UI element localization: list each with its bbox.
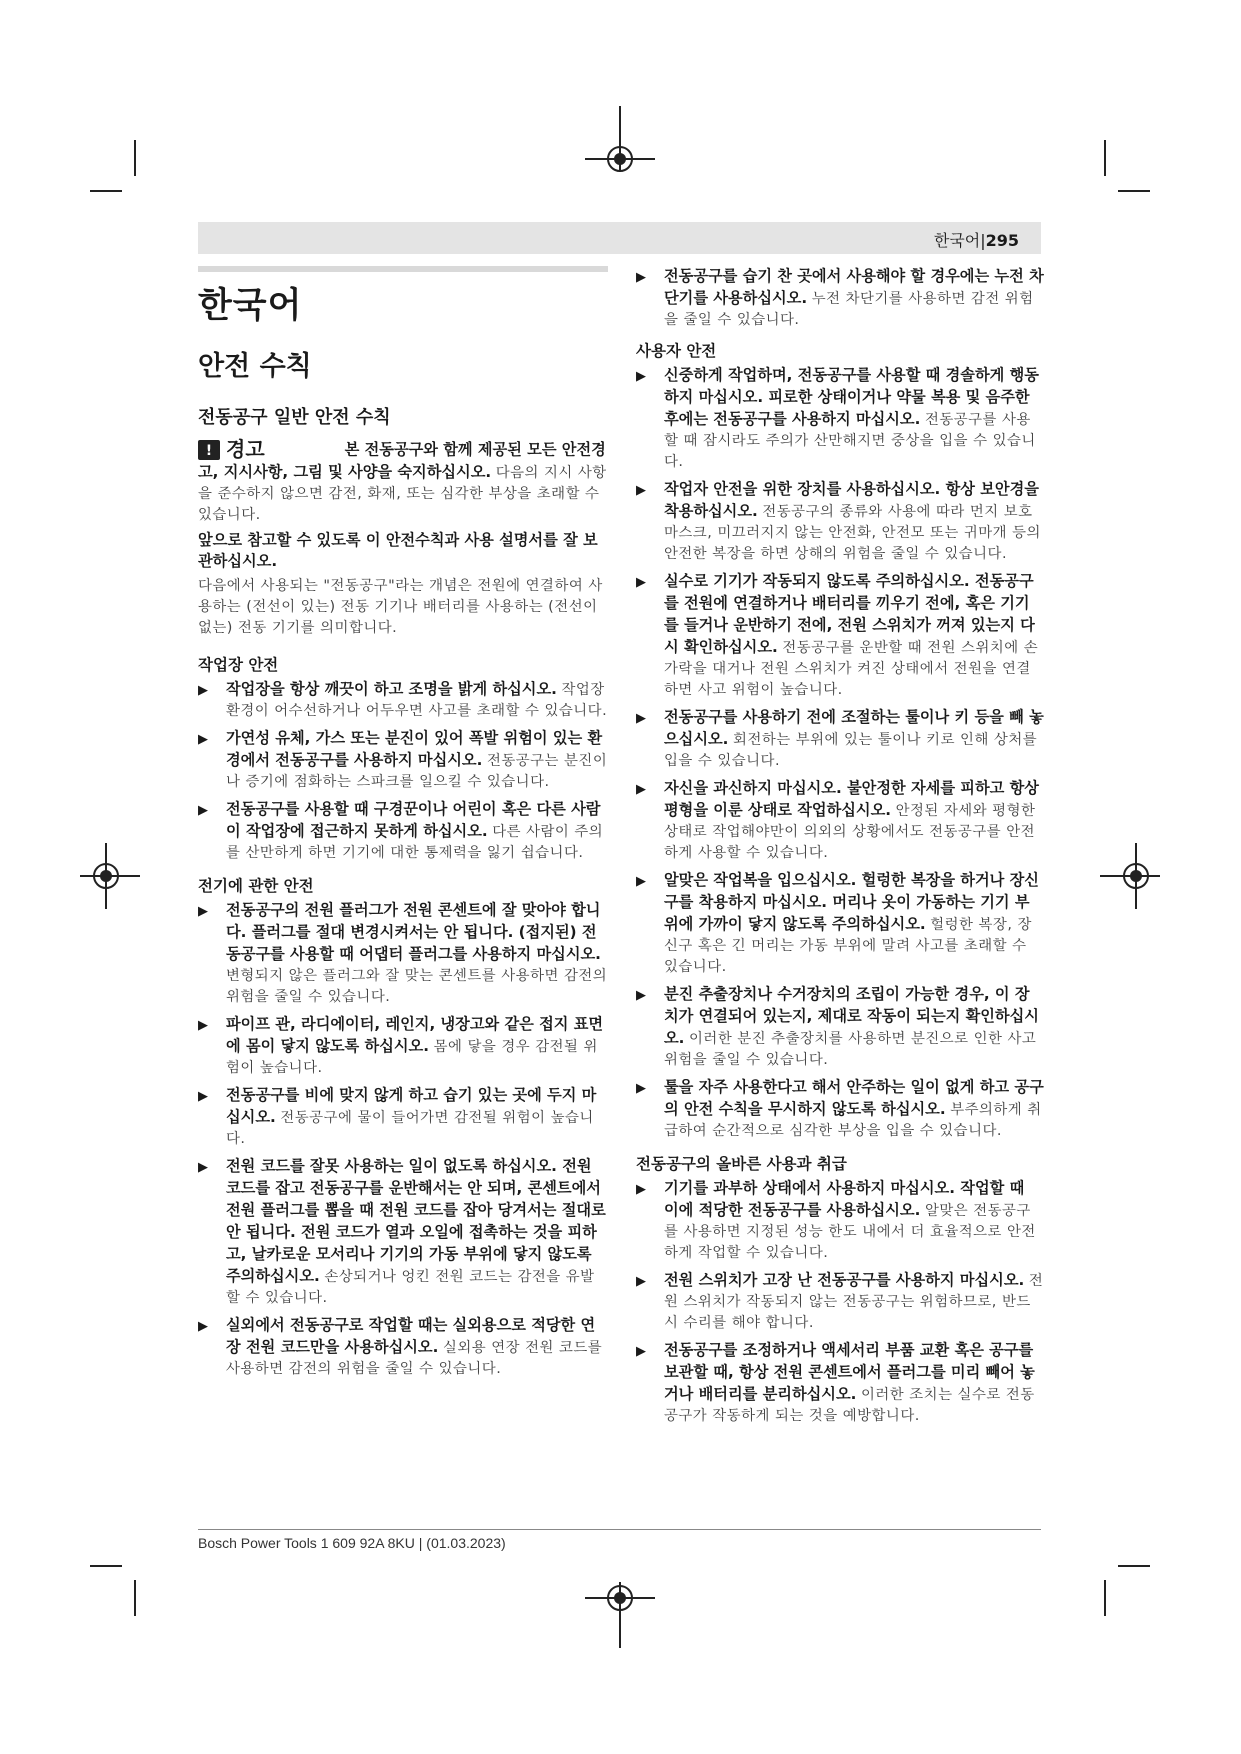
list-item — [198, 1085, 608, 1150]
item-normal-text: 몸에 닿을 경우 감전될 위험이 높습니다. — [226, 1038, 598, 1076]
bullet-icon: ▶ — [636, 1274, 646, 1289]
item-bold-text: 전원 스위치가 고장 난 전동공구를 사용하지 마십시오. — [664, 1271, 1025, 1289]
list-item — [198, 679, 608, 722]
warning-bold-text: 본 전동공구와 함께 제공된 모든 안전경고, 지시사항, 그림 및 사양을 숙지하십시오. — [198, 440, 606, 481]
item-bold-text: 작업자 안전을 위한 장치를 사용하십시오. 항상 보안경을 착용하십시오. — [664, 480, 1039, 520]
item-bold-text: 전동공구의 전원 플러그가 전원 콘센트에 잘 맞아야 합니다. 플러그를 절대 변경시켜서는 안 됩니다. (접지된) 전동공구를 사용할 때 어댑터 플러그를 사용하지 마십시오. — [226, 900, 601, 963]
item-normal-text: 실외용 연장 전원 코드를 사용하면 감전의 위험을 줄일 수 있습니다. — [226, 1339, 603, 1377]
bullet-icon: ▶ — [198, 1159, 208, 1175]
item-bold-text: 신중하게 작업하며, 전동공구를 사용할 때 경솔하게 행동하지 마십시오. 피로한 상태이거나 약물 복용 및 음주한 후에는 전동공구를 사용하지 마십시오. — [664, 366, 1039, 428]
bullet-icon: ▶ — [636, 988, 646, 1003]
item-normal-text: 이러한 분진 추출장치를 사용하면 분진으로 인한 사고 위험을 줄일 수 있습니다. — [664, 1031, 1037, 1068]
bullet-icon: ▶ — [636, 874, 646, 889]
crop-mark — [1104, 140, 1106, 176]
list-item — [636, 707, 1044, 772]
header-separator: | — [980, 231, 986, 250]
crop-mark — [1118, 190, 1150, 192]
item-bold-text: 전동공구를 사용하기 전에 조절하는 툴이나 키 등을 빼 놓으십시오. — [664, 708, 1044, 748]
list-item — [198, 799, 608, 864]
language-label: 한국어 — [933, 231, 981, 250]
bullet-icon: ▶ — [636, 483, 646, 498]
bullet-icon: ▶ — [198, 1088, 208, 1104]
item-normal-text: 회전하는 부위에 있는 툴이나 키로 인해 상처를 입을 수 있습니다. — [664, 732, 1038, 769]
crop-mark — [90, 190, 122, 192]
registration-mark-right — [1123, 863, 1149, 889]
item-bold-text: 작업장을 항상 깨끗이 하고 조명을 밝게 하십시오. — [226, 679, 557, 698]
list-item — [198, 900, 608, 1008]
list-item — [198, 1156, 608, 1309]
item-bold-text: 기기를 과부하 상태에서 사용하지 마십시오. 작업할 때 이에 적당한 전동공구를 사용하십시오. — [664, 1179, 1025, 1219]
language-title: 한국어 — [198, 286, 303, 326]
bullet-icon: ▶ — [636, 1344, 646, 1359]
section-list — [636, 1178, 1044, 1427]
warning-normal-text: 다음의 지시 사항을 준수하지 않으면 감전, 화재, 또는 심각한 부상을 초래할 수 있습니다. — [198, 464, 607, 523]
registration-mark-bottom — [607, 1585, 633, 1611]
list-item — [636, 266, 1044, 331]
item-normal-text: 알맞은 전동공구를 사용하면 지정된 성능 한도 내에서 더 효율적으로 안전하게 작업할 수 있습니다. — [664, 1203, 1036, 1261]
crop-mark — [134, 140, 136, 176]
item-bold-text: 전원 코드를 잘못 사용하는 일이 없도록 하십시오. 전원 코드를 잡고 전동공구를 운반해서는 안 되며, 콘센트에서 전원 플러그를 뽑을 때 전원 코드를 잡아 당겨서는 절대로 안 됩니다. 전원 코드가 열과 오일에 접촉하는 것을 피하고, 날카로운 모서리나 기기의 가동 부위에 닿지 않도록 주의하십시오. — [226, 1156, 606, 1285]
item-bold-text: 분진 추출장치나 수거장치의 조립이 가능한 경우, 이 장치가 연결되어 있는지, 제대로 작동이 되는지 확인하십시오. — [664, 985, 1039, 1047]
bullet-icon: ▶ — [636, 270, 646, 285]
footer-rule — [198, 1529, 1041, 1530]
crop-mark — [1104, 1580, 1106, 1616]
section-rule — [198, 266, 608, 272]
item-normal-text: 전동공구에 물이 들어가면 감전될 위험이 높습니다. — [226, 1109, 594, 1147]
keep-instructions: 앞으로 참고할 수 있도록 이 안전수칙과 사용 설명서를 잘 보관하십시오. — [198, 530, 598, 570]
bullet-icon: ▶ — [636, 711, 646, 726]
item-bold-text: 실외에서 전동공구로 작업할 때는 실외용으로 적당한 연장 전원 코드만을 사용하십시오. — [226, 1315, 596, 1356]
bullet-icon: ▶ — [198, 682, 208, 698]
list-item — [636, 984, 1044, 1071]
list-item — [636, 571, 1044, 701]
item-normal-text: 손상되거나 엉킨 전원 코드는 감전을 유발할 수 있습니다. — [226, 1268, 595, 1306]
warning-label: ! 경고 — [198, 439, 265, 460]
bullet-icon: ▶ — [636, 782, 646, 797]
crop-mark — [134, 1580, 136, 1616]
bullet-icon: ▶ — [636, 1182, 646, 1197]
list-item — [198, 728, 608, 793]
list-item — [636, 778, 1044, 864]
item-normal-text: 작업장 환경이 어수선하거나 어두우면 사고를 초래할 수 있습니다. — [226, 681, 608, 719]
item-bold-text: 전동공구를 습기 찬 곳에서 사용해야 할 경우에는 누전 차단기를 사용하십시오. — [664, 267, 1044, 307]
left-column — [198, 266, 608, 1386]
item-normal-text: 변형되지 않은 플러그와 잘 맞는 콘센트를 사용하면 감전의 위험을 줄일 수 있습니다. — [226, 967, 608, 1005]
section-title: 전기에 관한 안전 — [198, 876, 314, 895]
crop-mark — [1118, 1565, 1150, 1567]
page-number: 295 — [985, 231, 1019, 250]
page-header — [198, 222, 1041, 254]
item-normal-text: 전동공구는 분진이나 증기에 점화하는 스파크를 일으킬 수 있습니다. — [226, 752, 608, 790]
bullet-icon: ▶ — [198, 903, 208, 919]
list-item — [636, 1077, 1044, 1142]
list-item — [636, 870, 1044, 978]
item-normal-text: 전동공구를 운반할 때 전원 스위치에 손가락을 대거나 전원 스위치가 켜진 상태에서 전원을 연결하면 사고 위험이 높습니다. — [664, 640, 1039, 698]
list-item — [198, 1315, 608, 1380]
section-list — [198, 679, 608, 864]
warning-icon: ! — [198, 440, 220, 460]
list-item — [198, 1014, 608, 1079]
item-bold-text: 가연성 유체, 가스 또는 분진이 있어 폭발 위험이 있는 환경에서 전동공구를 사용하지 마십시오. — [226, 728, 603, 769]
list-item — [636, 1178, 1044, 1264]
item-bold-text: 파이프 관, 라디에이터, 레인지, 냉장고와 같은 접지 표면에 몸이 닿지 않도록 하십시오. — [226, 1014, 604, 1055]
section-list — [636, 365, 1044, 1142]
item-normal-text: 전동공구의 종류와 사용에 따라 먼지 보호 마스크, 미끄러지지 않는 안전화, 안전모 또는 귀마개 등의 안전한 복장을 하면 상해의 위험을 줄일 수 있습니다. — [664, 504, 1041, 562]
section-list — [198, 900, 608, 1380]
item-normal-text: 이러한 조치는 실수로 전동공구가 작동하게 되는 것을 예방합니다. — [664, 1387, 1035, 1424]
item-normal-text: 다른 사람이 주의를 산만하게 하면 기기에 대한 통제력을 잃기 쉽습니다. — [226, 823, 604, 861]
list-item — [636, 479, 1044, 565]
section-title: 전동공구의 올바른 사용과 취급 — [636, 1155, 847, 1173]
definition-text: 다음에서 사용되는 "전동공구"라는 개념은 전원에 연결하여 사용하는 (전선이 있는) 전동 기기나 배터리를 사용하는 (전선이 없는) 전동 기기를 의미합니다. — [198, 577, 603, 636]
item-bold-text: 전동공구를 조정하거나 액세서리 부품 교환 혹은 공구를 보관할 때, 항상 전원 콘센트에서 플러그를 미리 빼어 놓거나 배터리를 분리하십시오. — [664, 1341, 1035, 1403]
registration-mark-top — [607, 146, 633, 172]
list-item — [636, 1270, 1044, 1334]
registration-mark-left — [93, 863, 119, 889]
item-normal-text: 누전 차단기를 사용하면 감전 위험을 줄일 수 있습니다. — [664, 291, 1034, 328]
bullet-icon: ▶ — [636, 369, 646, 384]
right-column — [636, 266, 1044, 1433]
safety-title: 안전 수칙 — [198, 351, 312, 382]
bullet-icon: ▶ — [636, 575, 646, 590]
item-bold-text: 전동공구를 비에 맞지 않게 하고 습기 있는 곳에 두지 마십시오. — [226, 1085, 597, 1126]
section-title: 작업장 안전 — [198, 655, 279, 674]
footer-text: Bosch Power Tools 1 609 92A 8KU | (01.03.2023) — [198, 1535, 506, 1551]
bullet-icon: ▶ — [198, 1318, 208, 1334]
item-bold-text: 자신을 과신하지 마십시오. 불안정한 자세를 피하고 항상 평형을 이룬 상태로 작업하십시오. — [664, 779, 1039, 819]
bullet-icon: ▶ — [636, 1081, 646, 1096]
item-bold-text: 알맞은 작업복을 입으십시오. 헐렁한 복장을 하거나 장신구를 착용하지 마십시오. 머리나 옷이 가동하는 기기 부위에 가까이 닿지 않도록 주의하십시오. — [664, 871, 1039, 933]
item-normal-text: 전원 스위치가 작동되지 않는 전동공구는 위험하므로, 반드시 수리를 해야 합니다. — [664, 1273, 1044, 1331]
bullet-icon: ▶ — [198, 802, 208, 818]
page-header-text — [934, 228, 1019, 251]
general-safety-title: 전동공구 일반 안전 수칙 — [198, 407, 391, 428]
list-item — [636, 365, 1044, 473]
crop-mark — [90, 1565, 122, 1567]
item-normal-text: 전동공구를 사용할 때 잠시라도 주의가 산만해지면 중상을 입을 수 있습니다. — [664, 412, 1036, 470]
section-title: 사용자 안전 — [636, 342, 717, 360]
item-bold-text: 툴을 자주 사용한다고 해서 안주하는 일이 없게 하고 공구의 안전 수칙을 무시하지 않도록 하십시오. — [664, 1078, 1044, 1118]
item-normal-text: 부주의하게 취급하여 순간적으로 심각한 부상을 입을 수 있습니다. — [664, 1102, 1042, 1139]
item-bold-text: 실수로 기기가 작동되지 않도록 주의하십시오. 전동공구를 전원에 연결하거나 배터리를 끼우기 전에, 혹은 기기를 들거나 운반하기 전에, 전원 스위치가 꺼져 있는지 다시 확인하십시오. — [664, 572, 1035, 656]
bullet-icon: ▶ — [198, 1017, 208, 1033]
item-normal-text: 헐렁한 복장, 장신구 혹은 긴 머리는 가동 부위에 말려 사고를 초래할 수 있습니다. — [664, 917, 1032, 975]
item-normal-text: 안정된 자세와 평형한 상태로 작업해야만이 의외의 상황에서도 전동공구를 안전하게 사용할 수 있습니다. — [664, 803, 1036, 861]
item-bold-text: 전동공구를 사용할 때 구경꾼이나 어린이 혹은 다른 사람이 작업장에 접근하지 못하게 하십시오. — [226, 799, 601, 840]
list-item — [636, 1340, 1044, 1427]
warning-block — [198, 439, 608, 526]
bullet-icon: ▶ — [198, 731, 208, 747]
